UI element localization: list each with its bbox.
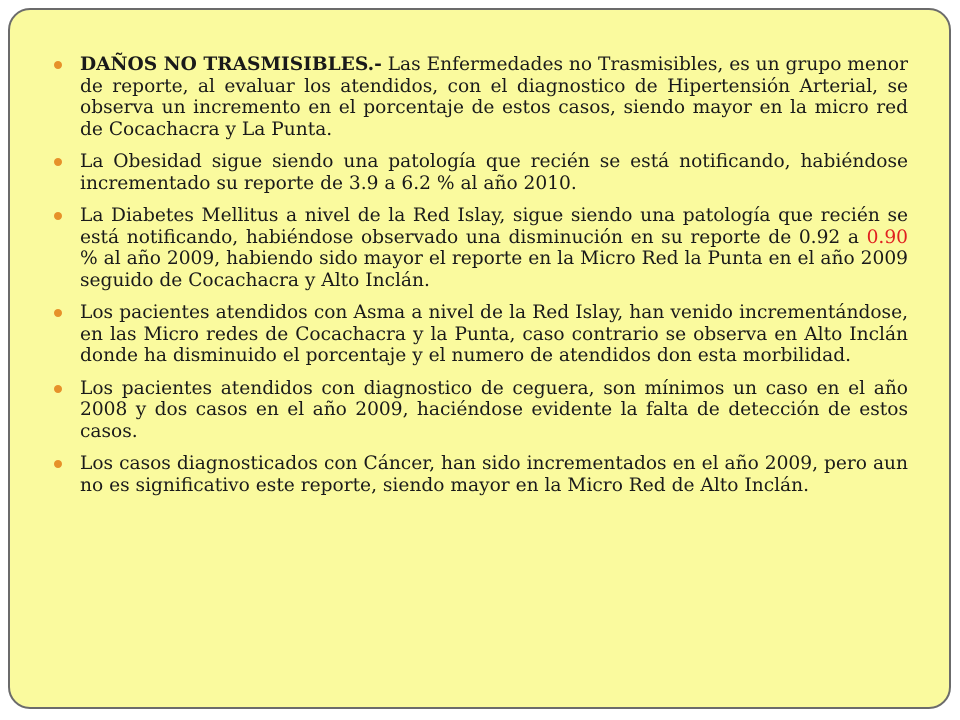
bullet-text: La Diabetes Mellitus a nivel de la Red Islay, sigue siendo una patología que recién se está notificando, habiéndose observado una disminución en su reporte de 0.92 a	[80, 205, 908, 248]
bullet-dot-icon	[54, 385, 62, 393]
bullet-item-ceguera	[50, 378, 908, 443]
bullet-list	[50, 54, 908, 507]
bullet-text: % al año 2009, habiendo sido mayor el reporte en la Micro Red la Punta en el año 2009 seguido de Cocachacra y Alto Inclán.	[80, 248, 908, 291]
bullet-lead-heading: DAÑOS NO TRASMISIBLES.-	[80, 54, 382, 75]
bullet-text: Los pacientes atendidos con diagnostico de ceguera, son mínimos un caso en el año 2008 y dos casos en el año 2009, haciéndose evidente la falta de detección de estos casos.	[80, 377, 908, 442]
bullet-dot-icon	[54, 309, 62, 317]
bullet-dot-icon	[54, 61, 62, 69]
bullet-text: Los pacientes atendidos con Asma a nivel de la Red Islay, han venido incrementándose, en las Micro redes de Cocachacra y la Punta, caso contrario se observa en Alto Inclán donde ha disminuido el porcentaje y el numero de atendidos don esta morbilidad.	[80, 302, 908, 366]
bullet-item-no-trasmisibles	[50, 54, 908, 140]
highlighted-value: 0.90	[866, 226, 908, 248]
bullet-item-obesidad	[50, 151, 908, 194]
bullet-text: Las Enfermedades no Trasmisibles, es un grupo menor de reporte, al evaluar los atendidos, con el diagnostico de Hipertensión Arterial, se observa un incremento en el porcentaje de estos casos, siendo mayor en la micro red de Cocachacra y La Punta.	[80, 54, 908, 140]
bullet-dot-icon	[54, 158, 62, 166]
bullet-text: Los casos diagnosticados con Cáncer, han sido incrementados en el año 2009, pero aun no es significativo este reporte, siendo mayor en la Micro Red de Alto Inclán.	[80, 453, 908, 496]
bullet-dot-icon	[54, 212, 62, 220]
bullet-dot-icon	[54, 460, 62, 468]
bullet-item-diabetes	[50, 205, 908, 291]
bullet-text: La Obesidad sigue siendo una patología que recién se está notificando, habiéndose incrementado su reporte de 3.9 a 6.2 % al año 2010.	[80, 151, 908, 194]
bullet-item-asma	[50, 302, 908, 367]
bullet-item-cancer	[50, 453, 908, 496]
